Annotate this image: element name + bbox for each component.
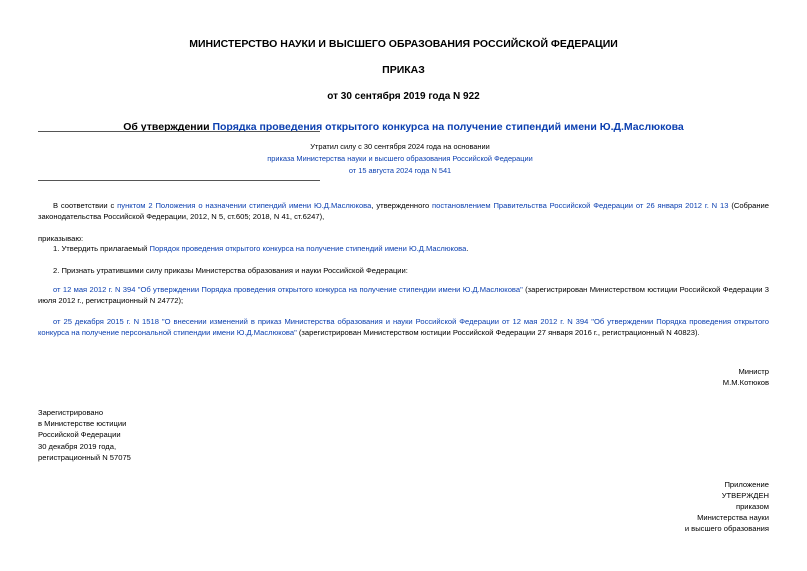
status-note-text: Утратил силу с 30 сентября 2024 года на основании bbox=[310, 142, 490, 151]
signature-name: М.М.Котюков bbox=[722, 378, 769, 387]
doc-type-heading: ПРИКАЗ bbox=[382, 64, 425, 76]
appendix-line: приказом bbox=[735, 502, 769, 511]
status-note-link-date[interactable]: от 15 августа 2024 года N 541 bbox=[348, 166, 452, 175]
repealed-order-2 bbox=[38, 316, 769, 338]
repealed-order-1 bbox=[38, 284, 769, 306]
link-regulation-clause[interactable]: пунктом 2 Положения о назначении стипендий имени Ю.Д.Маслюкова bbox=[117, 201, 372, 210]
order-word: приказываю: bbox=[38, 234, 84, 243]
order-item-1-end: . bbox=[466, 244, 469, 253]
registration-block bbox=[38, 407, 131, 463]
status-note-link-order[interactable]: приказа Министерства науки и высшего образования Российской Федерации bbox=[267, 154, 533, 163]
preamble-text-c: (Собрание законодательства Российской Федерации, 2012, N 5, ст.605; 2018, N 41, ст.6247), bbox=[38, 201, 770, 221]
appendix-line: и высшего образования bbox=[684, 524, 769, 533]
doc-date-number: от 30 сентября 2019 года N 922 bbox=[327, 91, 480, 102]
repealed-order-1-text: (зарегистрирован Министерством юстиции Российской Федерации 3 июля 2012 г., регистрационный N 24772); bbox=[38, 285, 770, 305]
order-item-1 bbox=[53, 243, 468, 254]
link-order-394[interactable]: от 12 мая 2012 г. N 394 "Об утверждении Порядка проведения открытого конкурса на получение стипендии имени Ю.Д.Маслюкова" bbox=[53, 285, 523, 294]
link-government-decree[interactable]: постановлением Правительства Российской Федерации от 26 января 2012 г. N 13 bbox=[432, 201, 729, 210]
signature-block bbox=[723, 366, 769, 388]
appendix-line: Приложение bbox=[724, 480, 769, 489]
registration-line: Зарегистрировано bbox=[38, 408, 104, 417]
registration-line: регистрационный N 57075 bbox=[38, 452, 131, 462]
preamble-paragraph bbox=[38, 200, 769, 222]
link-order-1518[interactable]: от 25 декабря 2015 г. N 1518 "О внесении изменений в приказ Министерства образования и науки Российской Федерации от 12 мая 2012 г. N 394 "Об утверждении Порядка проведения открытого конкурса на получение персональной стипендии имени Ю.Д.Маслюкова" bbox=[38, 317, 769, 337]
ministry-heading: МИНИСТЕРСТВО НАУКИ И ВЫСШЕГО ОБРАЗОВАНИЯ РОССИЙСКОЙ ФЕДЕРАЦИИ bbox=[189, 38, 618, 50]
status-note bbox=[200, 141, 600, 177]
order-item-2: 2. Признать утратившими силу приказы Министерства образования и науки Российской Федерации: bbox=[53, 266, 408, 275]
link-procedure[interactable]: Порядок проведения открытого конкурса на получение стипендий имени Ю.Д.Маслюкова bbox=[149, 244, 467, 253]
registration-line: 30 декабря 2019 года, bbox=[38, 441, 117, 451]
preamble-text-a: В соответствии с bbox=[53, 201, 118, 210]
appendix-line: УТВЕРЖДЕН bbox=[721, 491, 769, 500]
divider-top bbox=[38, 131, 320, 132]
appendix-line: Министерства науки bbox=[697, 513, 769, 522]
divider-bottom bbox=[38, 180, 320, 181]
doc-title-link[interactable]: Порядка проведения открытого конкурса на получение стипендий имени Ю.Д.Маслюкова bbox=[212, 121, 684, 133]
doc-title-prefix: Об утверждении bbox=[123, 121, 213, 133]
registration-line: Российской Федерации bbox=[38, 430, 121, 440]
repealed-order-2-text: (зарегистрирован Министерством юстиции Российской Федерации 27 января 2016 г., регистрационный N 40823). bbox=[296, 328, 700, 337]
registration-line: в Министерстве юстиции bbox=[38, 419, 127, 429]
order-item-1-text: 1. Утвердить прилагаемый bbox=[53, 244, 150, 253]
signature-position: Министр bbox=[738, 367, 769, 376]
appendix-block bbox=[685, 479, 769, 534]
preamble-text-b: , утвержденного bbox=[371, 201, 433, 210]
